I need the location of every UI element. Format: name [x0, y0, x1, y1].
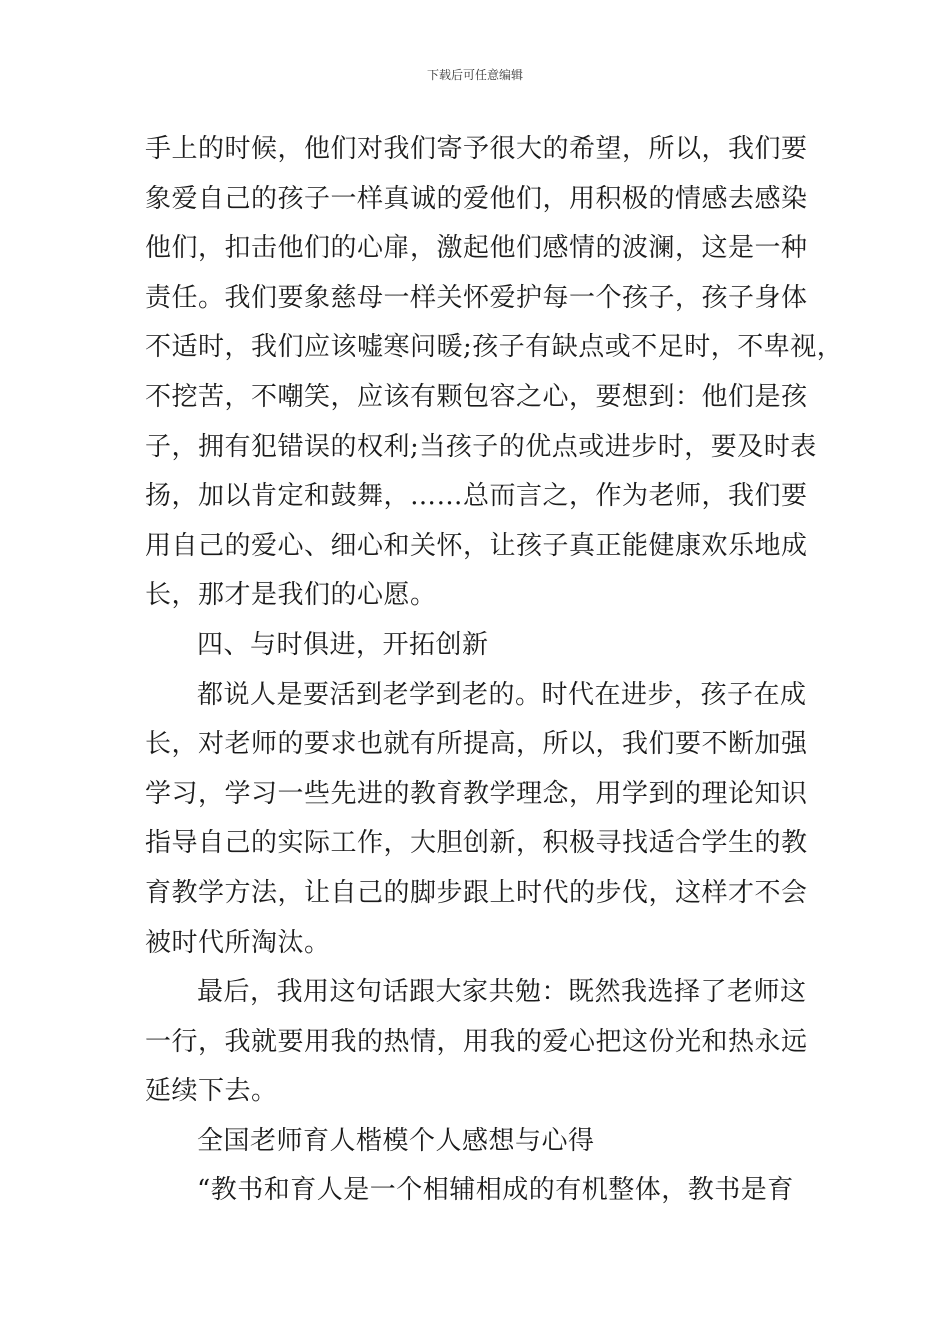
text-line: 不挖苦，不嘲笑，应该有颗包容之心，要想到：他们是孩 — [145, 381, 808, 412]
text-line: 他们，扣击他们的心扉，激起他们感情的波澜，这是一种 — [145, 233, 808, 264]
text-line: 学习，学习一些先进的教育教学理念，用学到的理论知识 — [145, 778, 808, 809]
text-line: 扬，加以肯定和鼓舞，……总而言之，作为老师，我们要 — [145, 481, 808, 512]
text-line: 指导自己的实际工作，大胆创新，积极寻找适合学生的教 — [145, 828, 808, 859]
text-line: 被时代所淘汰。 — [145, 927, 331, 958]
text-line: 象爱自己的孩子一样真诚的爱他们，用积极的情感去感染 — [145, 183, 808, 214]
section-heading: 四、与时俱进，开拓创新 — [197, 629, 489, 660]
text-line: 手上的时候，他们对我们寄予很大的希望，所以，我们要 — [145, 134, 808, 164]
document-body — [145, 125, 844, 1216]
paragraph-first-line: “教书和育人是一个相辅相成的有机整体，教书是育 — [197, 1175, 794, 1206]
text-line: 一行，我就要用我的热情，用我的爱心把这份光和热永远 — [145, 1026, 808, 1057]
page-header: 下载后可任意编辑 — [426, 68, 523, 82]
text-line: 责任。我们要象慈母一样关怀爱护每一个孩子，孩子身体 — [145, 282, 808, 313]
text-line: 育教学方法，让自己的脚步跟上时代的步伐，这样才不会 — [145, 877, 808, 908]
text-line: 长，那才是我们的心愿。 — [145, 580, 437, 611]
text-line: 延续下去。 — [145, 1076, 278, 1107]
text-line: 用自己的爱心、细心和关怀，让孩子真正能健康欢乐地成 — [145, 530, 808, 561]
paragraph-first-line: 都说人是要活到老学到老的。时代在进步，孩子在成 — [197, 679, 807, 710]
article-title: 全国老师育人楷模个人感想与心得 — [197, 1125, 595, 1156]
text-line: 不适时，我们应该嘘寒问暖;孩子有缺点或不足时，不卑视， — [145, 332, 844, 363]
text-line: 长，对老师的要求也就有所提高，所以，我们要不断加强 — [145, 729, 808, 760]
text-line: 子，拥有犯错误的权利;当孩子的优点或进步时，要及时表 — [145, 431, 817, 462]
paragraph-first-line: 最后，我用这句话跟大家共勉：既然我选择了老师这 — [197, 977, 807, 1008]
